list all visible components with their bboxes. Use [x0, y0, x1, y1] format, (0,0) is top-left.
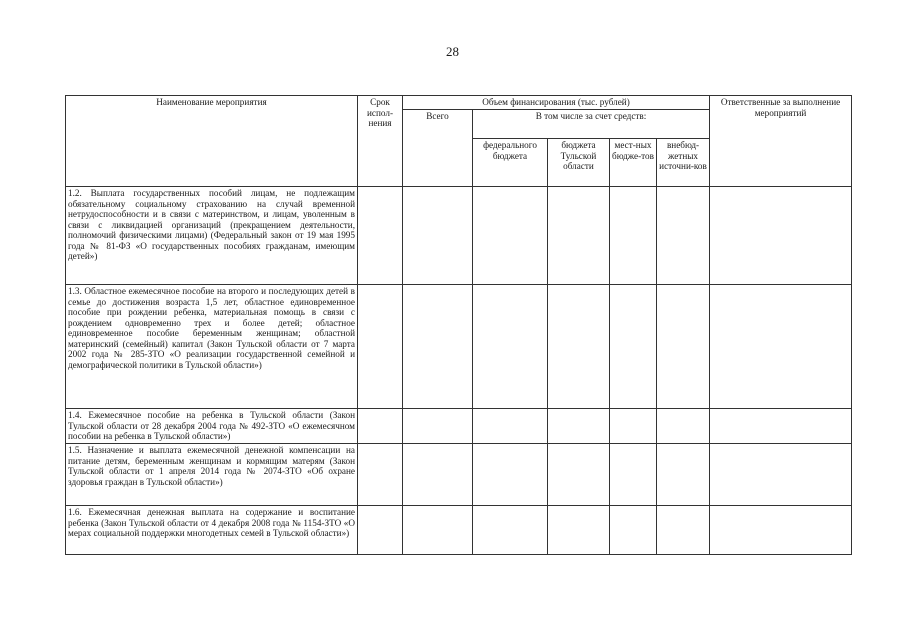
row-description: 1.5. Назначение и выплата ежемесячной денежной компенсации на питание детям, беременным женщинам и кормящим матерям (Закон Тульской области от 1 апреля 2014 года № 2074-ЗТО «Об охране здоровья граждан в Тульской области»): [66, 444, 358, 506]
cell-term: [358, 409, 403, 444]
cell-regional: [548, 187, 610, 285]
header-regional: бюджета Тульской области: [548, 139, 610, 187]
cell-extra: [657, 506, 710, 555]
header-total: Всего: [403, 109, 473, 187]
row-description: 1.6. Ежемесячная денежная выплата на содержание и воспитание ребенка (Закон Тульской области от 4 декабря 2008 года № 1154-ЗТО «О мерах социальной поддержки многодетных семей в Тульской области»): [66, 506, 358, 555]
table-row: [66, 444, 852, 506]
header-name: Наименование мероприятия: [66, 96, 358, 187]
cell-extra: [657, 409, 710, 444]
header-including: В том числе за счет средств:: [473, 109, 710, 139]
cell-local: [610, 187, 657, 285]
cell-federal: [473, 285, 548, 409]
cell-regional: [548, 409, 610, 444]
cell-regional: [548, 506, 610, 555]
row-description: 1.4. Ежемесячное пособие на ребенка в Тульской области (Закон Тульской области от 28 декабря 2004 года № 492-ЗТО «О ежемесячном пособии на ребенка в Тульской области»): [66, 409, 358, 444]
cell-responsible: [710, 506, 852, 555]
cell-regional: [548, 285, 610, 409]
table-row: [66, 506, 852, 555]
header-local: мест-ных бюдже-тов: [610, 139, 657, 187]
cell-total: [403, 409, 473, 444]
cell-total: [403, 506, 473, 555]
cell-local: [610, 444, 657, 506]
cell-extra: [657, 285, 710, 409]
cell-responsible: [710, 285, 852, 409]
cell-federal: [473, 506, 548, 555]
financing-table: [65, 95, 852, 555]
cell-extra: [657, 187, 710, 285]
cell-total: [403, 187, 473, 285]
cell-local: [610, 285, 657, 409]
header-term: Срок испол-нения: [358, 96, 403, 187]
row-description: 1.3. Областное ежемесячное пособие на второго и последующих детей в семье до достижения возраста 1,5 лет, областное единовременное пособие при рождении ребенка, материальная помощь в связи с рождением одновременно трех и более детей; областное единовременное пособие беременным женщинам; областной материнский (семейный) капитал (Закон Тульской области от 7 марта 2002 года № 285-ЗТО «О реализации государственной семейной и демографической политики в Тульской области»): [66, 285, 358, 409]
cell-local: [610, 506, 657, 555]
cell-federal: [473, 187, 548, 285]
cell-responsible: [710, 444, 852, 506]
cell-term: [358, 506, 403, 555]
cell-federal: [473, 409, 548, 444]
page-number: 28: [446, 44, 459, 59]
cell-total: [403, 285, 473, 409]
table-row: [66, 285, 852, 409]
cell-term: [358, 187, 403, 285]
cell-federal: [473, 444, 548, 506]
cell-local: [610, 409, 657, 444]
cell-regional: [548, 444, 610, 506]
header-responsible: Ответственные за выполнение мероприятий: [710, 96, 852, 187]
header-federal: федерального бюджета: [473, 139, 548, 187]
cell-total: [403, 444, 473, 506]
row-description: 1.2. Выплата государственных пособий лицам, не подлежащим обязательному социальному страхованию на случай временной нетрудоспособности и в связи с материнством, и лицам, уволенным в связи с ликвидацией организаций (прекращением деятельности, полномочий физическими лицами) (Федеральный закон от 19 мая 1995 года № 81-ФЗ «О государственных пособиях гражданам, имеющим детей»): [66, 187, 358, 285]
cell-extra: [657, 444, 710, 506]
cell-responsible: [710, 409, 852, 444]
cell-responsible: [710, 187, 852, 285]
table-row: [66, 187, 852, 285]
cell-term: [358, 285, 403, 409]
header-extra: внебюд-жетных источни-ков: [657, 139, 710, 187]
cell-term: [358, 444, 403, 506]
header-funding: Объем финансирования (тыс. рублей): [403, 96, 710, 110]
table-row: [66, 409, 852, 444]
